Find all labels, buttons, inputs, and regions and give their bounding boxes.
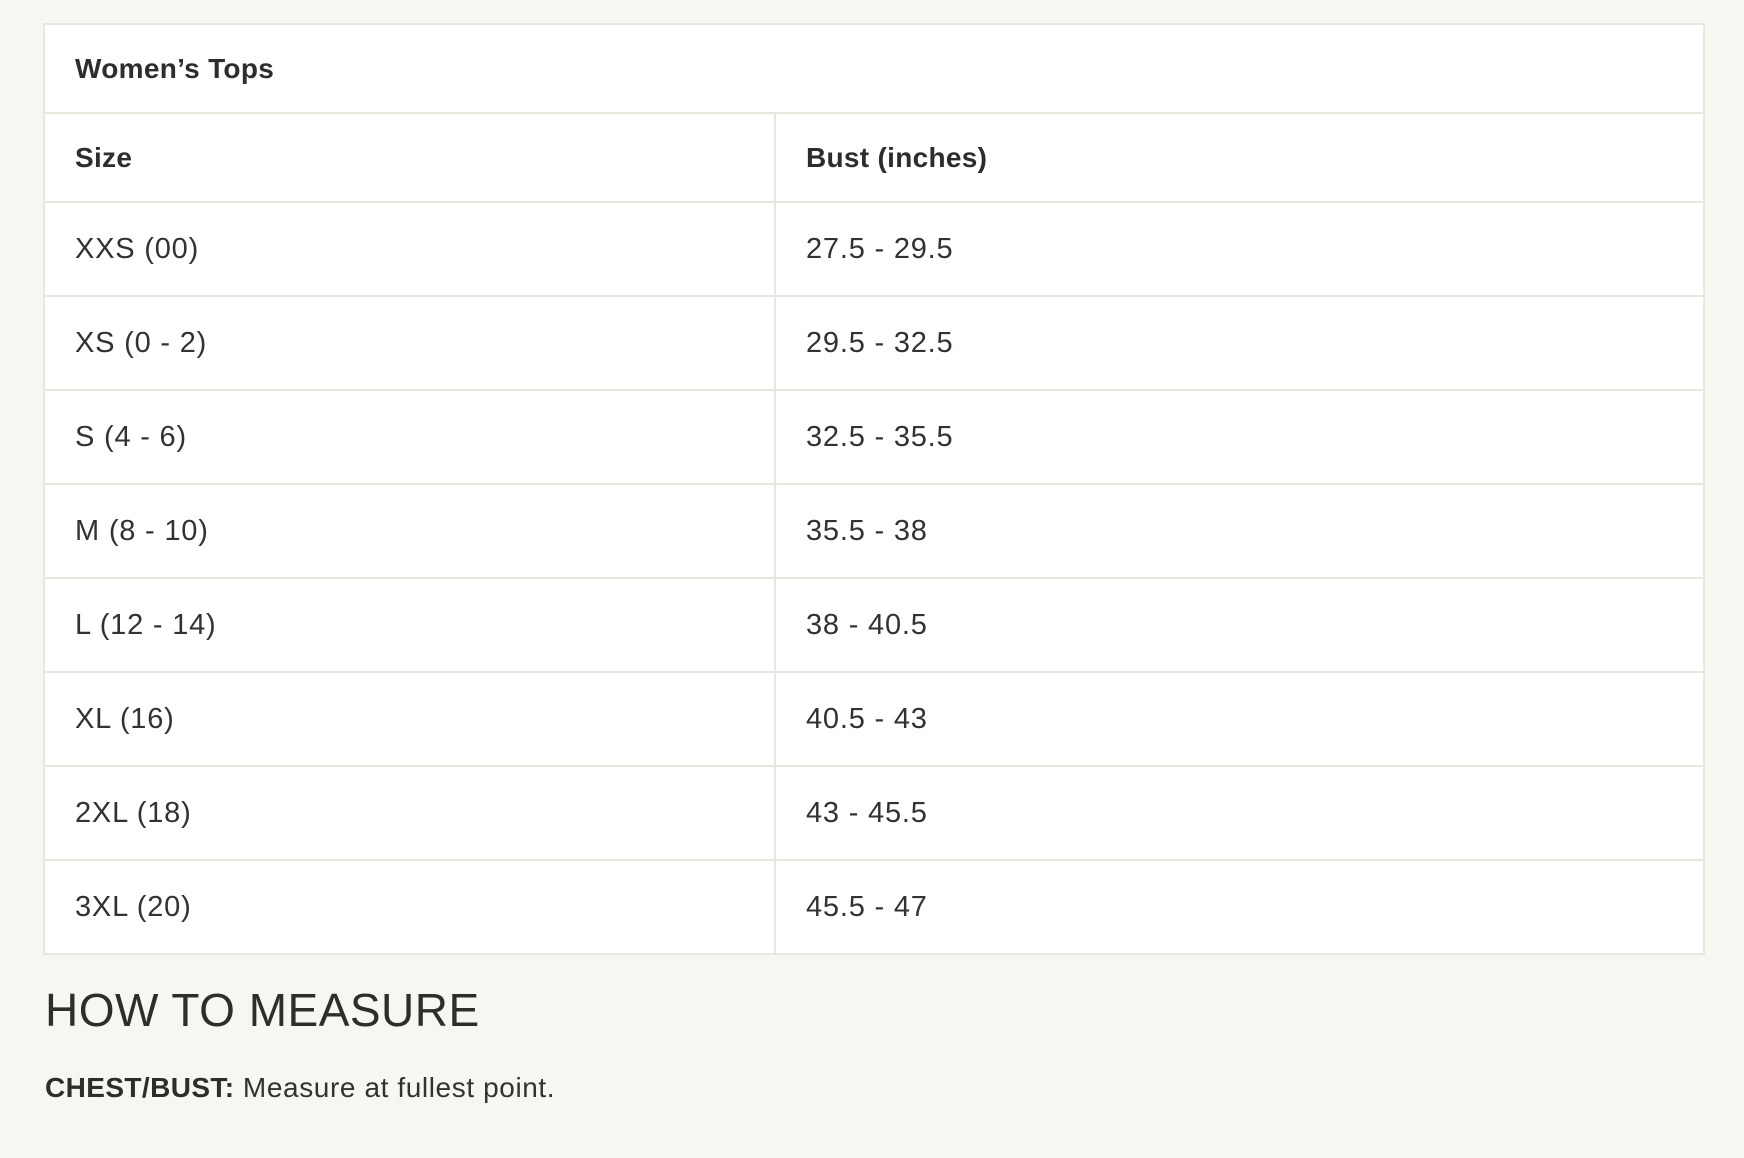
table-row — [44, 484, 1704, 578]
column-header-size: Size — [44, 113, 775, 202]
bust-cell: 38 - 40.5 — [775, 578, 1704, 672]
size-cell: 2XL (18) — [44, 766, 775, 860]
table-row — [44, 390, 1704, 484]
table-row — [44, 766, 1704, 860]
chest-bust-label: CHEST/BUST: — [45, 1072, 235, 1103]
size-cell: M (8 - 10) — [44, 484, 775, 578]
table-row — [44, 578, 1704, 672]
size-chart-table — [43, 23, 1705, 955]
chest-bust-text: Measure at fullest point. — [242, 1072, 556, 1103]
bust-cell: 40.5 - 43 — [775, 672, 1704, 766]
table-row — [44, 860, 1704, 954]
size-cell: L (12 - 14) — [44, 578, 775, 672]
bust-cell: 32.5 - 35.5 — [775, 390, 1704, 484]
bust-cell: 29.5 - 32.5 — [775, 296, 1704, 390]
how-to-measure-heading: HOW TO MEASURE — [45, 984, 480, 1036]
bust-cell: 35.5 - 38 — [775, 484, 1704, 578]
size-cell: 3XL (20) — [44, 860, 775, 954]
size-cell: XS (0 - 2) — [44, 296, 775, 390]
size-cell: S (4 - 6) — [44, 390, 775, 484]
size-cell: XXS (00) — [44, 202, 775, 296]
column-header-bust: Bust (inches) — [775, 113, 1704, 202]
table-row — [44, 672, 1704, 766]
size-chart-title-row — [44, 24, 1704, 113]
table-row — [44, 202, 1704, 296]
bust-cell: 43 - 45.5 — [775, 766, 1704, 860]
bust-cell: 45.5 - 47 — [775, 860, 1704, 954]
bust-cell: 27.5 - 29.5 — [775, 202, 1704, 296]
size-chart-header-row — [44, 113, 1704, 202]
table-row — [44, 296, 1704, 390]
size-cell: XL (16) — [44, 672, 775, 766]
size-chart-title: Women’s Tops — [44, 24, 1704, 113]
measure-instruction — [45, 1071, 1703, 1105]
